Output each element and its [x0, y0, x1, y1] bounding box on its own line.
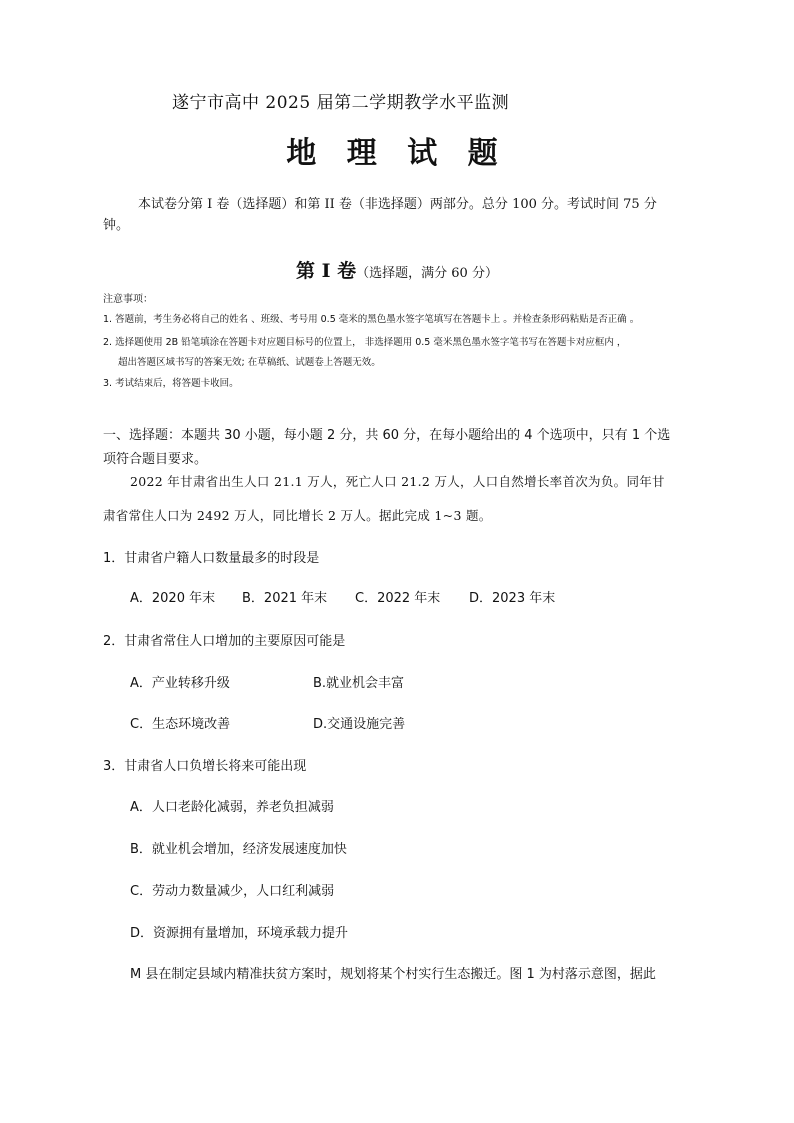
question-3-option-b: B．就业机会增加，经济发展速度加快: [130, 842, 347, 857]
question-1-option-c: C．2022 年末: [355, 591, 441, 606]
question-2-stem: 2．甘肃省常住人口增加的主要原因可能是: [103, 634, 346, 649]
part-subtitle: （选择题，满分 60 分）: [356, 266, 498, 281]
part-title: 第 Ⅰ 卷: [296, 260, 357, 282]
question-3-stem: 3．甘肃省人口负增长将来可能出现: [103, 759, 307, 774]
note-item: 3. 考试结束后，将答题卡收回。: [103, 378, 239, 389]
notes-heading: 注意事项：: [103, 294, 153, 305]
note-item: 2. 选择题使用 2B 铅笔填涂在答题卡对应题目标号的位置上， 非选择题用 0.5 毫米黑色墨水签字笔书写在答题卡对应框内 ，: [103, 337, 627, 348]
question-1-stem: 1．甘肃省户籍人口数量最多的时段是: [103, 551, 320, 566]
question-3-option-d: D．资源拥有量增加，环境承载力提升: [130, 926, 349, 941]
part-heading: [0, 256, 794, 283]
question-1-option-a: A．2020 年末: [130, 591, 216, 606]
section-instructions: 一、选择题：本题共 30 小题，每小题 2 分，共 60 分，在每小题给出的 4 个选项中，只有 1 个选: [103, 428, 671, 443]
question-2-option-c: C．生态环境改善: [130, 717, 231, 732]
question-2-option-b: B.就业机会丰富: [313, 676, 405, 691]
section-instructions-cont: 项符合题目要求。: [103, 452, 208, 467]
note-item: 超出答题区域书写的答案无效; 在草稿纸、试题卷上答题无效。: [118, 357, 381, 368]
material-text: 2022 年甘肃省出生人口 21.1 万人，死亡人口 21.2 万人，人口自然增长率首次为负。同年甘: [130, 474, 665, 489]
question-2-option-a: A．产业转移升级: [130, 676, 230, 691]
exam-header: 遂宁市高中 2025 届第二学期教学水平监测: [172, 93, 510, 113]
subject-title: 地 理 试 题: [286, 136, 508, 171]
question-2-option-d: D.交通设施完善: [313, 717, 406, 732]
question-1-option-b: B．2021 年末: [242, 591, 328, 606]
note-item: 1. 答题前，考生务必将自己的姓名 、班级、考号用 0.5 毫米的黑色墨水签字笔填写在答题卡上 。并检查条形码粘贴是否正确 。: [103, 314, 640, 325]
intro-line-2: 钟。: [103, 218, 130, 233]
intro-line-1: 本试卷分第 I 卷（选择题）和第 II 卷（非选择题）两部分。总分 100 分。考试时间 75 分: [138, 197, 657, 212]
question-1-option-d: D．2023 年末: [469, 591, 556, 606]
material-text: 肃省常住人口为 2492 万人，同比增长 2 万人。据此完成 1~3 题。: [103, 508, 492, 523]
question-3-option-c: C．劳动力数量减少，人口红利减弱: [130, 884, 335, 899]
material-text: M 县在制定县域内精准扶贫方案时，规划将某个村实行生态搬迁。图 1 为村落示意图，据此: [130, 967, 656, 982]
question-3-option-a: A．人口老龄化减弱，养老负担减弱: [130, 800, 334, 815]
